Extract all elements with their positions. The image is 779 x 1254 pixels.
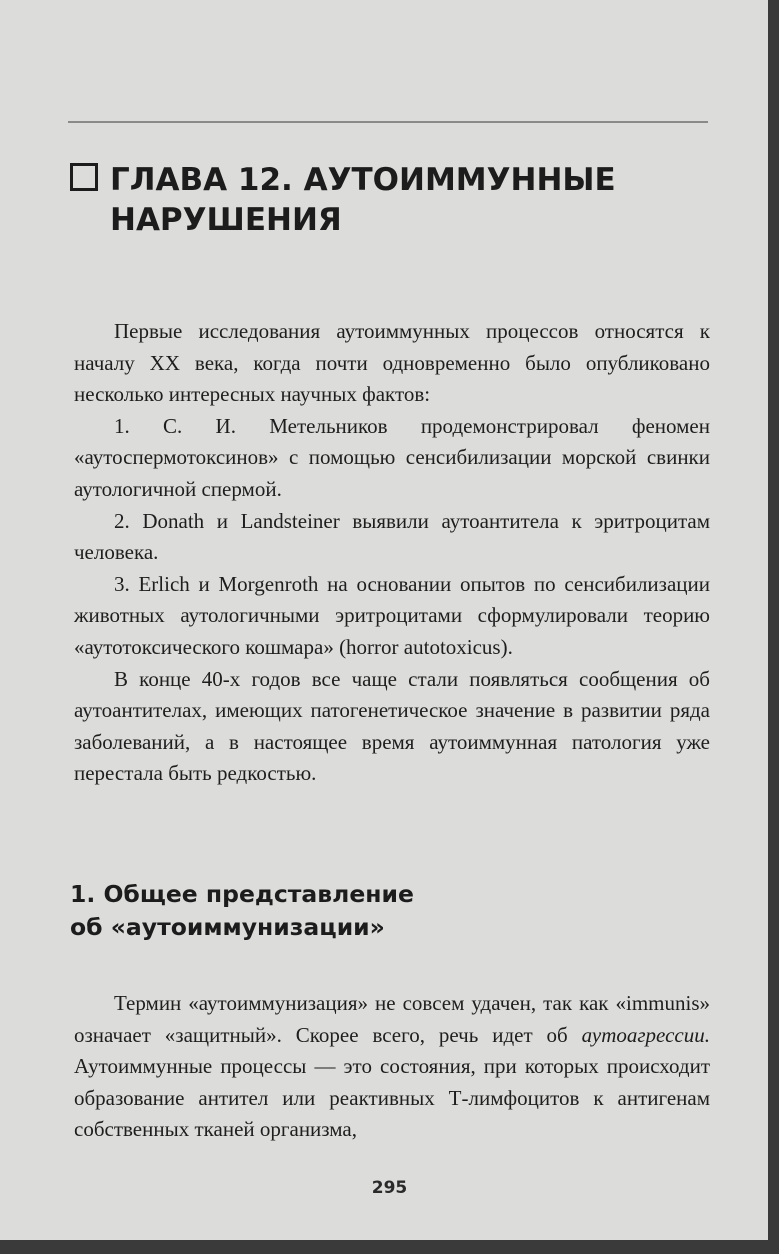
section-text-part2: Аутоиммунные процессы — это состояния, при которых происходит образование антител или реактивных Т-лимфоцитов к антигенам собственных тканей организма,	[74, 1054, 710, 1142]
section-text	[74, 988, 710, 1146]
intro-list-item-2: 2. Donath и Landsteiner выявили аутоантитела к эритроцитам человека.	[74, 508, 710, 565]
section-heading-line2: об «аутоиммунизации»	[70, 913, 385, 941]
intro-list-item-1: 1. С. И. Метельников продемонстрировал феномен «аутоспермотоксинов» с помощью сенсибилизации морской свинки аутологичной спермой.	[74, 413, 710, 501]
intro-closing-paragraph: В конце 40-х годов все чаще стали появляться сообщения об аутоантителах, имеющих патогенетическое значение в развитии ряда заболеваний, а в настоящее время аутоиммунная патология уже перестала быть редкостью.	[74, 666, 710, 786]
section-paragraph	[74, 988, 710, 1146]
intro-paragraph: Первые исследования аутоиммунных процессов относятся к началу XX века, когда почти одновременно было опубликовано несколько интересных научных фактов:	[74, 319, 710, 407]
section-heading	[70, 878, 710, 944]
page-edge-shadow-bottom	[0, 1240, 779, 1254]
chapter-title	[70, 160, 710, 240]
section-text-part1: Термин «аутоиммунизация» не совсем удачен, так как «immunis» означает «защитный». Скорее всего, речь идет об	[74, 991, 710, 1047]
intro-list-item-3: 3. Erlich и Morgenroth на основании опытов по сенсибилизации животных аутологичными эритроцитами сформулировали теорию «аутотоксического кошмара» (horror autotoxicus).	[74, 571, 710, 659]
page-edge-shadow-right	[768, 0, 779, 1254]
intro-text	[74, 316, 710, 790]
chapter-title-line2: НАРУШЕНИЯ	[110, 202, 342, 238]
page-number: 295	[371, 1178, 408, 1198]
square-bullet-icon	[70, 163, 98, 191]
chapter-title-line1: ГЛАВА 12. АУТОИММУННЫЕ	[110, 162, 616, 198]
running-header-rule	[68, 121, 708, 123]
section-text-italic-term: аутоагрессии.	[581, 1022, 710, 1047]
section-heading-line1: 1. Общее представление	[70, 880, 414, 908]
